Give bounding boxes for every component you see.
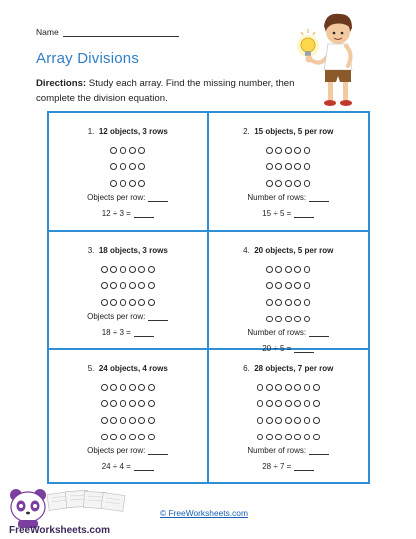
- object-circle: [285, 266, 292, 273]
- object-circle: [129, 266, 136, 273]
- object-circle: [129, 147, 136, 154]
- division-equation: 28 ÷ 7 =: [262, 462, 314, 471]
- object-circle: [313, 400, 320, 407]
- object-circle: [275, 163, 282, 170]
- object-row: [101, 294, 155, 311]
- object-circle: [294, 316, 301, 323]
- object-circle: [304, 417, 311, 424]
- directions-text: Study each array. Find the missing number, then complete the division equation.: [36, 78, 295, 104]
- object-circle: [275, 147, 282, 154]
- object-circle: [257, 384, 264, 391]
- object-circle: [138, 434, 145, 441]
- object-circle: [304, 384, 311, 391]
- object-row: [110, 142, 145, 159]
- object-row: [266, 261, 310, 278]
- object-circle: [120, 417, 127, 424]
- object-circle: [148, 417, 155, 424]
- object-circle: [285, 147, 292, 154]
- object-circle: [101, 434, 108, 441]
- object-circle: [304, 434, 311, 441]
- object-circle: [257, 400, 264, 407]
- object-array: [266, 142, 310, 192]
- object-circle: [129, 434, 136, 441]
- problem-cell: [49, 232, 209, 350]
- object-circle: [275, 384, 282, 391]
- answer-blank[interactable]: [148, 314, 168, 321]
- object-circle: [138, 180, 145, 187]
- object-row: [266, 311, 310, 328]
- object-circle: [129, 282, 136, 289]
- answer-prompt: Number of rows:: [247, 328, 329, 337]
- object-circle: [129, 299, 136, 306]
- answer-blank[interactable]: [309, 448, 329, 455]
- object-row: [101, 429, 155, 446]
- problem-grid: [47, 111, 370, 484]
- object-circle: [304, 147, 311, 154]
- object-circle: [304, 180, 311, 187]
- object-circle: [304, 299, 311, 306]
- name-line[interactable]: [63, 28, 179, 37]
- object-row: [101, 396, 155, 413]
- object-circle: [285, 180, 292, 187]
- object-circle: [304, 163, 311, 170]
- division-equation: 18 ÷ 3 =: [102, 328, 154, 337]
- problem-cell: [209, 350, 369, 482]
- object-circle: [275, 266, 282, 273]
- problem-heading: 3. 18 objects, 3 rows: [87, 246, 168, 255]
- object-row: [110, 159, 145, 176]
- answer-blank[interactable]: [309, 195, 329, 202]
- object-circle: [266, 400, 273, 407]
- object-circle: [285, 282, 292, 289]
- object-circle: [304, 266, 311, 273]
- object-row: [110, 175, 145, 192]
- name-field: [36, 27, 179, 37]
- object-circle: [101, 417, 108, 424]
- equation-blank[interactable]: [294, 464, 314, 471]
- answer-prompt: Number of rows:: [247, 193, 329, 202]
- problem-cell: [49, 350, 209, 482]
- answer-prompt: Objects per row:: [87, 446, 168, 455]
- object-circle: [285, 417, 292, 424]
- object-circle: [110, 147, 117, 154]
- object-circle: [110, 384, 117, 391]
- object-circle: [266, 147, 273, 154]
- object-circle: [110, 266, 117, 273]
- object-circle: [294, 266, 301, 273]
- object-row: [257, 429, 320, 446]
- object-circle: [120, 384, 127, 391]
- object-circle: [304, 316, 311, 323]
- object-circle: [120, 180, 127, 187]
- object-circle: [129, 163, 136, 170]
- problem-cell: [49, 113, 209, 232]
- object-circle: [148, 266, 155, 273]
- object-circle: [294, 147, 301, 154]
- panda-logo-icon: [4, 487, 140, 537]
- object-circle: [148, 299, 155, 306]
- object-circle: [285, 434, 292, 441]
- object-circle: [266, 282, 273, 289]
- object-circle: [294, 282, 301, 289]
- object-circle: [148, 434, 155, 441]
- object-circle: [266, 266, 273, 273]
- object-circle: [266, 299, 273, 306]
- boy-holding-lightbulb-illustration: [296, 8, 372, 112]
- object-circle: [129, 384, 136, 391]
- object-circle: [148, 400, 155, 407]
- object-circle: [138, 282, 145, 289]
- object-circle: [266, 316, 273, 323]
- object-circle: [294, 299, 301, 306]
- object-circle: [101, 266, 108, 273]
- object-row: [266, 175, 310, 192]
- object-circle: [266, 384, 273, 391]
- problem-cell: [209, 232, 369, 354]
- object-row: [257, 412, 320, 429]
- object-circle: [275, 417, 282, 424]
- object-circle: [313, 417, 320, 424]
- object-circle: [275, 180, 282, 187]
- object-circle: [294, 417, 301, 424]
- object-circle: [313, 434, 320, 441]
- object-circle: [138, 384, 145, 391]
- object-array: [110, 142, 145, 192]
- answer-blank[interactable]: [148, 195, 168, 202]
- copyright-link[interactable]: © FreeWorksheets.com: [160, 508, 248, 518]
- object-circle: [266, 180, 273, 187]
- object-circle: [101, 400, 108, 407]
- problem-heading: 5. 24 objects, 4 rows: [87, 364, 168, 373]
- object-circle: [110, 299, 117, 306]
- object-circle: [120, 282, 127, 289]
- object-row: [266, 278, 310, 295]
- division-equation: 12 ÷ 3 =: [102, 209, 154, 218]
- equation-blank[interactable]: [134, 464, 154, 471]
- problem-cell: [209, 113, 369, 232]
- object-array: [257, 379, 320, 445]
- object-circle: [110, 434, 117, 441]
- object-circle: [120, 299, 127, 306]
- object-circle: [138, 299, 145, 306]
- problem-heading: 1. 12 objects, 3 rows: [87, 127, 168, 136]
- object-row: [101, 278, 155, 295]
- object-circle: [285, 163, 292, 170]
- object-array: [266, 261, 310, 327]
- object-row: [266, 294, 310, 311]
- object-circle: [294, 384, 301, 391]
- object-row: [101, 379, 155, 396]
- object-circle: [138, 417, 145, 424]
- object-circle: [138, 147, 145, 154]
- object-row: [266, 142, 310, 159]
- object-circle: [304, 282, 311, 289]
- object-row: [101, 412, 155, 429]
- answer-prompt: Number of rows:: [247, 446, 329, 455]
- object-circle: [120, 434, 127, 441]
- division-equation: 20 ÷ 5 =: [262, 344, 314, 353]
- object-circle: [120, 266, 127, 273]
- object-circle: [275, 299, 282, 306]
- object-circle: [138, 163, 145, 170]
- object-row: [101, 261, 155, 278]
- page-title: Array Divisions: [36, 50, 140, 67]
- object-circle: [129, 180, 136, 187]
- object-row: [257, 379, 320, 396]
- object-circle: [110, 400, 117, 407]
- division-equation: 24 ÷ 4 =: [102, 462, 154, 471]
- object-circle: [129, 400, 136, 407]
- object-circle: [313, 384, 320, 391]
- equation-blank[interactable]: [134, 330, 154, 337]
- object-circle: [120, 400, 127, 407]
- object-circle: [101, 384, 108, 391]
- problem-heading: 2. 15 objects, 5 per row: [243, 127, 334, 136]
- object-circle: [120, 147, 127, 154]
- answer-prompt: Objects per row:: [87, 312, 168, 321]
- object-circle: [294, 163, 301, 170]
- object-circle: [110, 282, 117, 289]
- object-circle: [101, 282, 108, 289]
- name-label: Name: [36, 27, 59, 37]
- answer-prompt: Objects per row:: [87, 193, 168, 202]
- object-circle: [257, 417, 264, 424]
- object-circle: [294, 434, 301, 441]
- object-circle: [275, 282, 282, 289]
- object-circle: [285, 299, 292, 306]
- object-row: [257, 396, 320, 413]
- object-circle: [266, 417, 273, 424]
- object-circle: [110, 180, 117, 187]
- division-equation: 15 ÷ 5 =: [262, 209, 314, 218]
- object-circle: [285, 400, 292, 407]
- object-circle: [120, 163, 127, 170]
- object-circle: [148, 384, 155, 391]
- object-circle: [294, 400, 301, 407]
- object-circle: [266, 434, 273, 441]
- object-circle: [110, 417, 117, 424]
- object-circle: [138, 266, 145, 273]
- object-circle: [129, 417, 136, 424]
- object-circle: [257, 434, 264, 441]
- object-circle: [101, 299, 108, 306]
- object-circle: [294, 180, 301, 187]
- object-array: [101, 261, 155, 311]
- object-circle: [285, 384, 292, 391]
- equation-blank[interactable]: [294, 211, 314, 218]
- directions-label: Directions:: [36, 78, 87, 89]
- answer-blank[interactable]: [309, 330, 329, 337]
- logo-text: FreeWorksheets.com: [9, 525, 110, 536]
- object-circle: [138, 400, 145, 407]
- object-array: [101, 379, 155, 445]
- object-row: [266, 159, 310, 176]
- equation-blank[interactable]: [134, 211, 154, 218]
- object-circle: [285, 316, 292, 323]
- problem-heading: 6. 28 objects, 7 per row: [243, 364, 334, 373]
- object-circle: [304, 400, 311, 407]
- object-circle: [110, 163, 117, 170]
- object-circle: [275, 316, 282, 323]
- object-circle: [275, 400, 282, 407]
- directions: [36, 77, 308, 106]
- answer-blank[interactable]: [148, 448, 168, 455]
- object-circle: [275, 434, 282, 441]
- object-circle: [148, 282, 155, 289]
- object-circle: [266, 163, 273, 170]
- problem-heading: 4. 20 objects, 5 per row: [243, 246, 334, 255]
